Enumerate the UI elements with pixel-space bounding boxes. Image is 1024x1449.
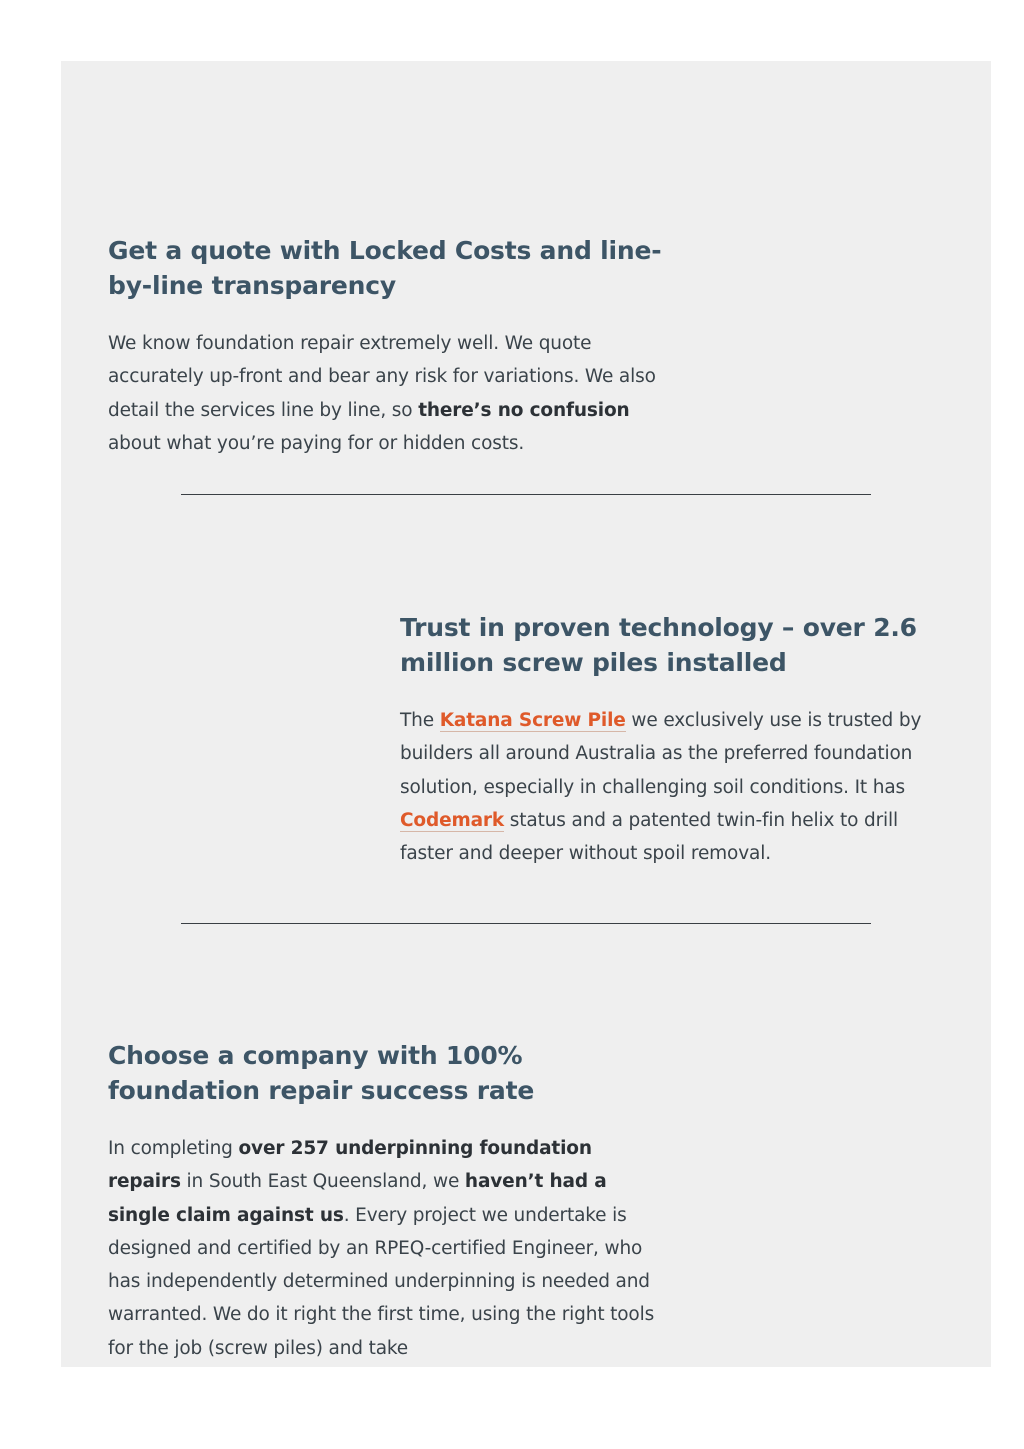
katana-screw-pile-link[interactable]: Katana Screw Pile [439,710,626,731]
body-text: about what you’re paying for or hidden costs. [108,432,525,454]
proven-technology-text [400,704,956,870]
body-text: We know foundation repair extremely well. We quote accurately up-front and bear any risk for variations. We also detail the services line by line, so [108,333,656,421]
emphasis-text: over 257 underpinning foundation repairs [108,1138,592,1193]
locked-costs-text [108,327,668,460]
success-rate-section [108,1038,668,1365]
success-rate-heading: Choose a company with 100% foundation repair success rate [108,1041,535,1105]
emphasis-text: there’s no confusion [418,399,630,421]
proven-technology-section [400,610,956,870]
body-text: The [400,710,440,731]
section-divider [181,923,871,924]
locked-costs-section [108,233,668,460]
codemark-link[interactable]: Codemark [400,809,505,831]
body-text: status and a patented twin-fin helix to drill faster and deeper without spoil removal. [400,809,899,865]
content-panel [61,61,991,1367]
body-text: In completing [108,1138,239,1159]
success-rate-text [108,1132,668,1365]
body-text: we exclusively use is trusted by builders all around Australia as the preferred foundation solution, especially in challenging soil conditions. It has [400,710,922,798]
emphasis-text: haven’t had a single claim against us [108,1171,607,1226]
body-text: in South East Queensland, we [180,1171,465,1193]
locked-costs-heading: Get a quote with Locked Costs and line-by-line transparency [108,236,662,300]
body-text: . Every project we undertake is designed and certified by an RPEQ-certified Engineer, who has independently determined underpinning is needed and warranted. We do it right the first time, using the right tools for the job (screw piles) and take [108,1204,655,1359]
proven-technology-heading: Trust in proven technology – over 2.6 million screw piles installed [400,613,917,677]
section-divider [181,494,871,495]
